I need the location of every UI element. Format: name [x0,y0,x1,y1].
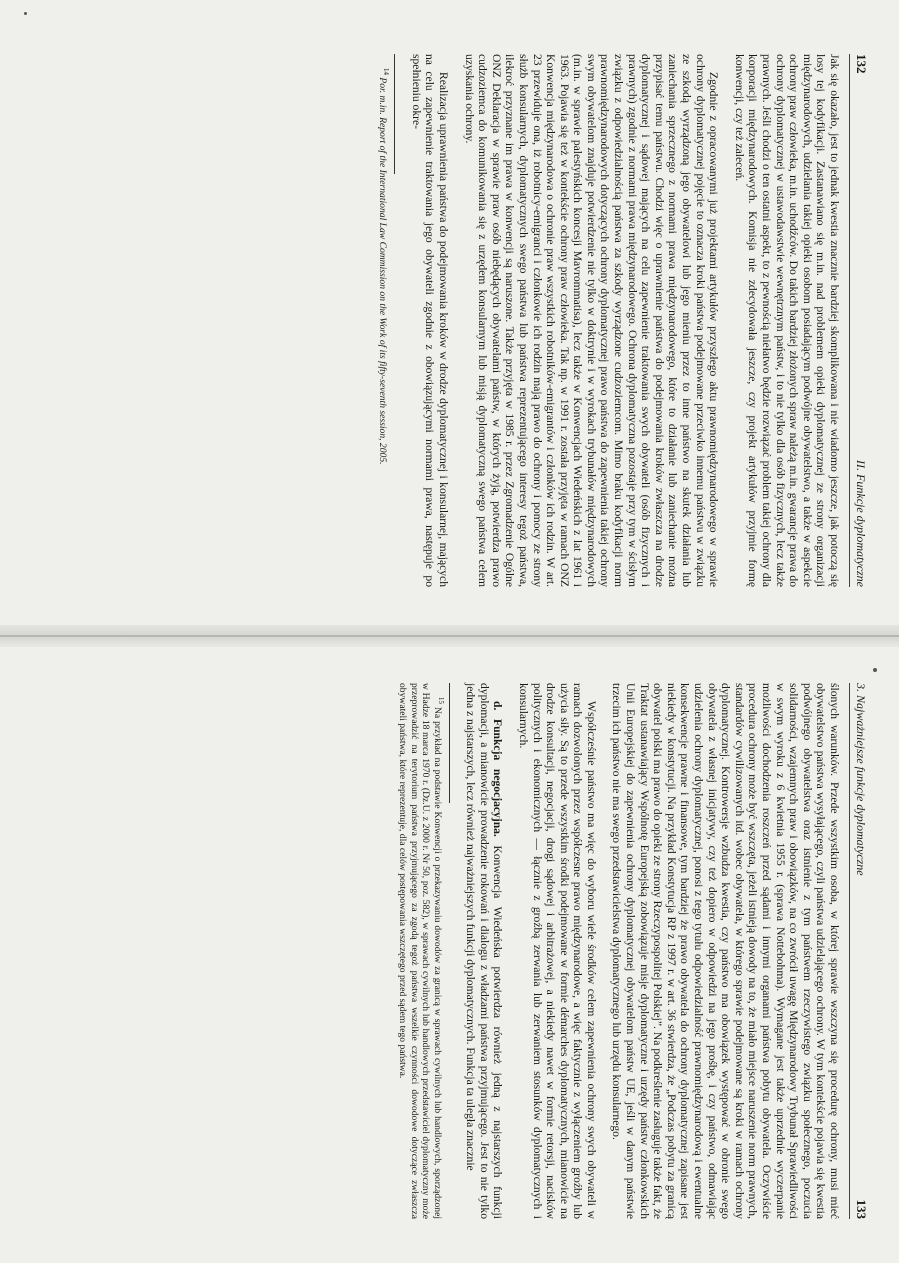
left-page [0,0,899,625]
book-gutter [0,625,899,647]
footnote-mark: 15 [436,697,445,704]
section-text: Konwencja Wiedeńska potwierdza również jedną z najstarszych funkcji dyplomacji, a mianowicie prowadzenie rokowań i dialogu z władzami państwa przyjmującego. Jest to nie tylko jedna z najstarszych, lecz również najważniejszych funkcji dyplomatycznych. Funkcja ta uległa znacznie [464,683,505,1220]
paragraph: Realizacja uprawnienia państwa do podejmowania kroków w drodze dyplomatycznej i konsularnej, mających na celu zapewnienie traktowania jego obywateli zgodnie z obowiązującymi normami prawa, następuje po spełnieniu okre- [409,54,450,587]
running-head-title: 3. Najważniejsze funkcje dyplomatyczne [854,683,868,876]
scan-speck [24,12,27,15]
section-paragraph [464,683,505,1219]
footnote-mark: 14 [382,68,391,75]
running-head-title: II. Funkcje dyplomatyczne [854,460,868,587]
page-number: 132 [854,54,869,74]
footnote [377,54,391,587]
scan-speck [873,668,877,672]
footnote-rule [449,683,450,803]
running-head [849,683,869,1219]
page-number: 133 [854,1199,869,1219]
paragraph: ślonych warunków. Przede wszystkim osoba, w której sprawie wszczyna się procedurę ochrony, musi mieć obywatelstwo państwa wysyłającego, czyli państwa udzielającego ochrony. W tym kontekście pojawia się kwestia podwójnego obywatelstwa oraz istnienie z tym państwem rzeczywistego związku społecznego, poczucia solidarności, wzajemnych praw i obowiązków, na co zwrócił uwagę Międzynarodowy Trybunał Sprawiedliwości w swym wyroku z 6 kwietnia 1955 r. (sprawa Nottebohma). Wymagane jest także uprzednie wyczerpanie możliwości dochodzenia roszczeń przed sądami i innymi organami państwa pobytu obywatela. Oczywiście procedura ochrony może być wszczęta, jeżeli istnieją dowody na to, że miało miejsce naruszenie norm prawnych, standardów cywilizowanych itd. wobec obywatela, w którego sprawie podejmowane są kroki w ramach ochrony dyplomatycznej. Kontrowersje wzbudza kwestia, czy państwo ma obowiązek występować w obronie swego obywatela z własnej inicjatywy, czy też dopiero w odpowiedzi na jego prośbę, i czy państwo, odmawiając udzielenia ochrony dyplomatycznej, ponosi z tego tytułu odpowiedzialność prawnomiędzynarodową i ewentualne konsekwencje prawne i finansowe, tym bardziej że prawo obywatela do ochrony dyplomatycznej zapisane jest niekiedy w konstytucji. Na przykład Konstytucja RP z 1997 r. w art. 36 stwierdza, że „Podczas pobytu za granicą obywatel polski ma prawo do opieki ze strony Rzeczypospolitej Polskiej”. Na podkreślenie zasługuje także fakt, że Traktat ustanawiający Wspólnotę Europejską zobowiązuje misje dyplomatyczne i urzędy państw członkowskich Unii Europejskiej do zapewnienia ochrony dyplomatycznej obywatelom państw UE, jeśli w danym państwie trzecim ich państwo nie ma swego przedstawicielstwa dyplomatycznego lub urzędu konsularnego. [610,683,841,1219]
footnote-text: Na przykład na podstawie Konwencji o przekazywaniu dowodów za granicą w sprawach cywilnych lub handlowych, sporządzonej w Hadze 18 marca 1970 r. (Dz.U. z 2000 r. Nr 50, poz. 582), w sprawach cywilnych lub handlowych przedstawiciel dyplomatyczny może przeprowadzić na terytorium państwa przyjmującego za zgodą tegoż państwa wszelkie czynności dowodowe dotyczące zwłaszcza obywateli państwa, które reprezentuje, dla celów postępowania wszczętego przed sądem tego państwa. [397,683,443,1219]
section-heading: d. Funkcja negocjacyjna. [491,701,505,837]
right-page [0,647,899,1263]
footnote [397,683,443,1219]
running-head [849,54,869,587]
footnote-text: Por. m.in. Report of the International Law Commission on the Work of its fifty-seventh session, 2005. [377,77,389,465]
paragraph: Zgodnie z opracowanymi już projektami artykułów przyszłego aktu prawnomiędzynarodowego w sprawie ochrony dyplomatycznej pojęcie to oznacza kroki państwa podejmowane przeciwko innemu państwu w związku ze szkodą wyrządzoną jego obywatelowi lub jego mieniu przez to inne państwo na skutek działania lub zaniechania sprzecznego z normami prawa międzynarodowego, które to działanie lub zaniechanie można przypisać temu państwu. Chodzi więc o uprawnienie państwa do podejmowania kroków zwłaszcza na drodze dyplomatycznej i sądowej mających na celu zapewnienie traktowania swych obywateli (osób fizycznych i prawnych) zgodnie z normami prawa międzynarodowego. Ochrona dyplomatyczna pozostaje przy tym w ścisłym związku z odpowiedzialnością państwa za szkody wyrządzone cudzoziemcom. Mimo braku kodyfikacji norm prawnomiędzynarodowych dotyczących ochrony dyplomatycznej prawo państwa do zapewnienia takiej ochrony swym obywatelom znajduje potwierdzenie nie tylko w doktrynie i w wyrokach trybunałów międzynarodowych (m.in. w sprawie palestyńskich koncesji Mavrommatisa), lecz także w Konwencjach Wiedeńskich z lat 1961 i 1963. Pojawia się też w kontekście ochrony praw człowieka. Tak np. w 1991 r. została przyjęta w ramach ONZ Konwencja międzynarodowa o ochronie praw wszystkich robotników-emigrantów i członków ich rodzin. W art. 23 przewiduje ona, iż robotnicy-emigranci i członkowie ich rodzin mają prawo do ochrony i pomocy ze strony służb konsularnych, dyplomatycznych swego państwa lub państwa reprezentującego interesy tegoż państwa, ilekroć przyznane im prawa w konwencji są naruszone. Także przyjęta w 1985 r. przez Zgromadzenie Ogólne ONZ Deklaracja w sprawie praw osób niebędących obywatelami państw, w których żyją, potwierdza prawo cudzoziemca do komunikowania się z urzędem konsularnym lub misją dyplomatyczną swego państwa celem uzyskania ochrony. [462,54,721,587]
footnote-rule [394,54,395,174]
paragraph: Współcześnie państwo ma więc do wyboru wiele środków celem zapewnienia ochrony swych obywateli w ramach dozwolonych przez współczesne prawo międzynarodowe, a więc faktycznie z wyłączeniem groźby lub użycia siły. Są to przede wszystkim środki podejmowane w formie démarches dyplomatycznych, mianowicie na drodze konsultacji, negocjacji, drogi sądowej i arbitrażowej, a niekiedy nawet w formie retorsji, nacisków politycznych i ekonomicznych — łącznie z groźbą zerwania lub zerwaniem stosunków dyplomatycznych i konsularnych. [516,683,598,1219]
paragraph: Jak się okazało, jest to jednak kwestia znacznie bardziej skomplikowana i nie wiadomo jeszcze, jak potoczą się losy tej kodyfikacji. Zastanawiano się m.in. nad problemem opieki dyplomatycznej ze strony organizacji międzynarodowych, udzielania takiej opieki osobom posiadającym podwójne obywatelstwo, a także w aspekcie ochrony praw człowieka, m.in. uchodźców. Do takich bardziej złożonych spraw należą m.in. gwarancje prawa do ochrony dyplomatycznej w ustawodawstwie wewnętrznym państw, i to nie tylko dla osób fizycznych, lecz także prawnych. Jeśli chodzi o ten ostatni aspekt, to z pewnością niełatwo będzie rozwiązać problem takiej ochrony dla korporacji międzynarodowych. Komisja nie zdecydowała jeszcze, czy projekt artykułów przyjmie formę konwencji, czy też zaleceń. [732,54,841,587]
